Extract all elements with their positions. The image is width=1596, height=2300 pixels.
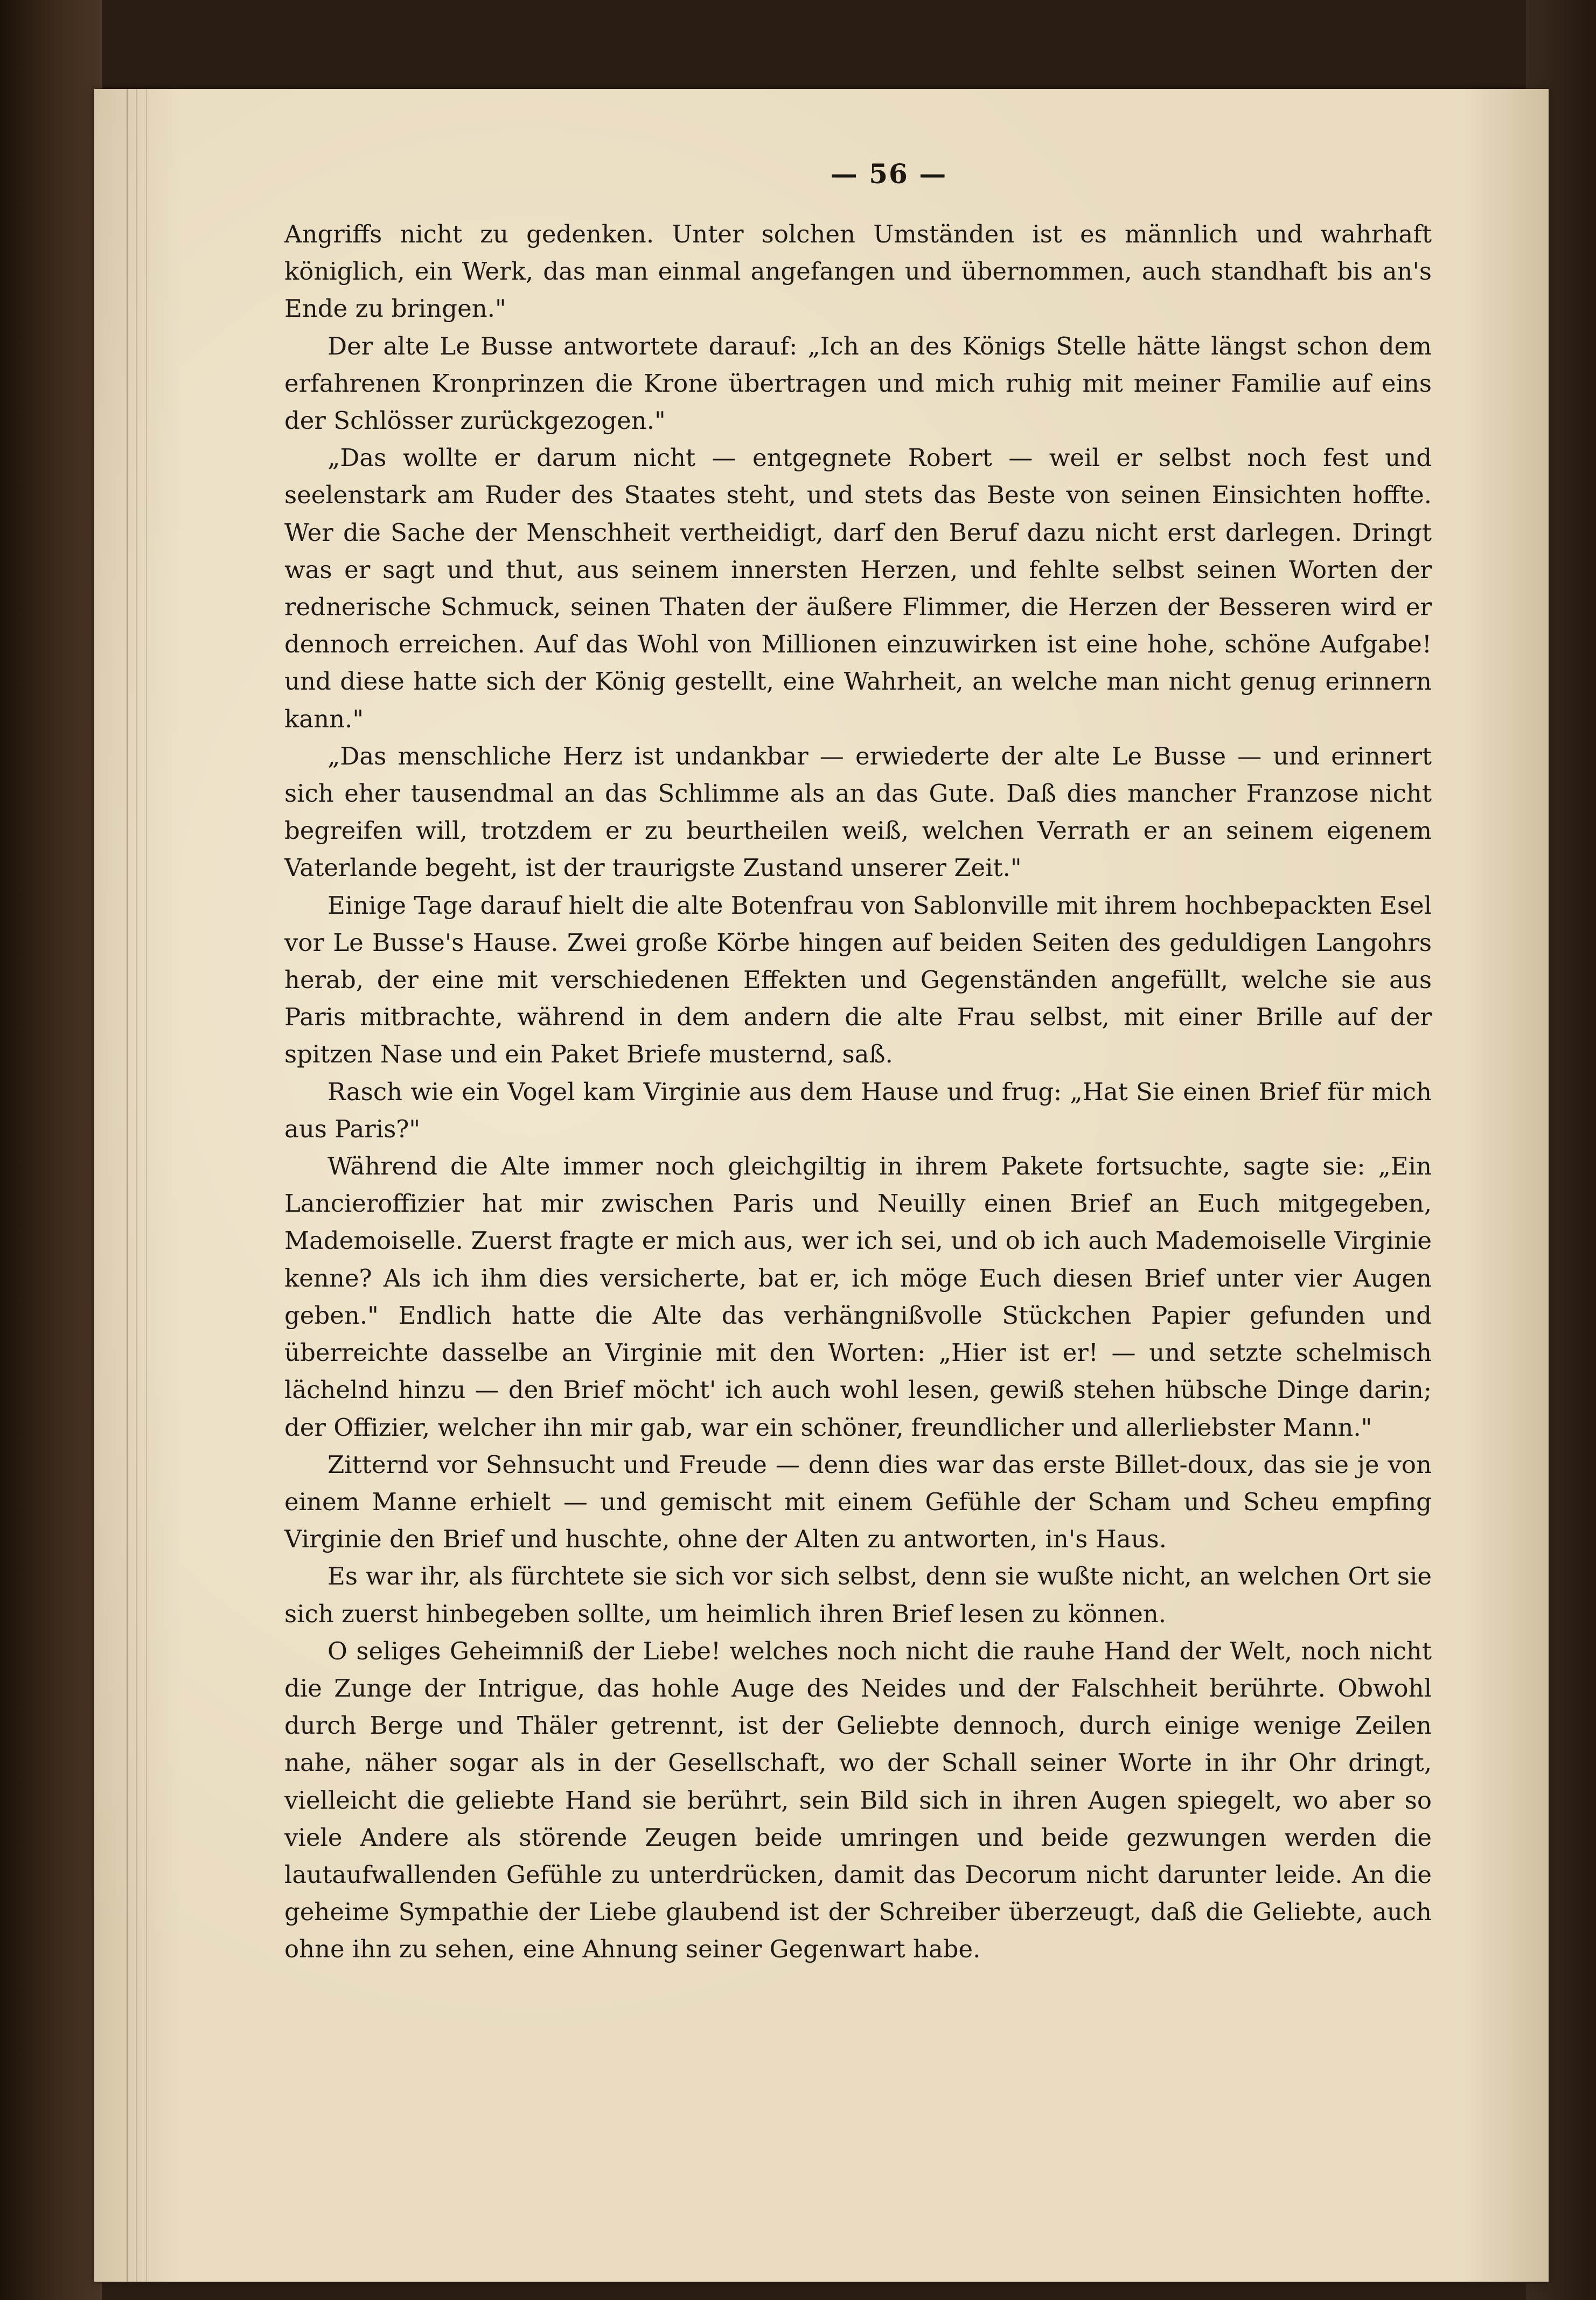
paragraph: Zitternd vor Sehnsucht und Freude — denn dies war das erste Billet-doux, das sie je von einem Manne erhielt — und gemischt mit einem Gefühle der Scham und Scheu empfing Virginie den Brief und huschte, ohne der Alten zu antworten, in's Haus. <box>284 1450 1432 1554</box>
paragraph: „Das wollte er darum nicht — entgegnete Robert — weil er selbst noch fest und seelenstark am Ruder des Staates steht, und stets das Beste von seinen Einsichten hoffte. Wer die Sache der Menschheit vertheidigt, darf den Beruf dazu nicht erst darlegen. Dringt was er sagt und thut, aus seinem innersten Herzen, und fehlte selbst seinen Worten der rednerische Schmuck, seinen Thaten der äußere Flimmer, die Herzen der Besseren wird er dennoch erreichen. Auf das Wohl von Millionen einzuwirken ist eine hohe, schöne Aufgabe! und diese hatte sich der König gestellt, eine Wahrheit, an welche man nicht genug erinnern kann." <box>284 443 1432 733</box>
book-cover-left-edge <box>0 0 102 2300</box>
body-text <box>284 216 1432 1968</box>
paragraph: Es war ihr, als fürchtete sie sich vor sich selbst, denn sie wußte nicht, an welchen Ort sie sich zuerst hinbegeben sollte, um heimlich ihren Brief lesen zu können. <box>284 1562 1432 1628</box>
paragraph: Der alte Le Busse antwortete darauf: „Ich an des Königs Stelle hätte längst schon dem erfahrenen Kronprinzen die Krone übertragen und mich ruhig mit meiner Familie auf eins der Schlösser zurückgezogen." <box>284 331 1432 435</box>
paragraph: Rasch wie ein Vogel kam Virginie aus dem Hause und frug: „Hat Sie einen Brief für mich aus Paris?" <box>284 1077 1432 1143</box>
page-gutter-line <box>136 89 137 2282</box>
paragraph: O seliges Geheimniß der Liebe! welches noch nicht die rauhe Hand der Welt, noch nicht die Zunge der Intrigue, das hohle Auge des Neides und der Falschheit berührte. Obwohl durch Berge und Thäler getrennt, ist der Geliebte dennoch, durch einige wenige Zeilen nahe, näher sogar als in der Gesellschaft, wo der Schall seiner Worte in ihr Ohr dringt, vielleicht die geliebte Hand sie berührt, sein Bild sich in ihren Augen spiegelt, wo aber so viele Andere als störende Zeugen beide umringen und beide gezwungen werden die lautaufwallenden Gefühle zu unterdrücken, damit das Decorum nicht darunter leide. An die geheime Sympathie der Liebe glaubend ist der Schreiber überzeugt, daß die Geliebte, auch ohne ihn zu sehen, eine Ahnung seiner Gegenwart habe. <box>284 1636 1432 1964</box>
page-gutter-line <box>146 89 147 2282</box>
paragraph: Einige Tage darauf hielt die alte Botenfrau von Sablonville mit ihrem hochbepackten Esel vor Le Busse's Hause. Zwei große Körbe hingen auf beiden Seiten des geduldigen Langohrs herab, der eine mit verschiedenen Effekten und Gegenständen angefüllt, welche sie aus Paris mitbrachte, während in dem andern die alte Frau selbst, mit einer Brille auf der spitzen Nase und ein Paket Briefe musternd, saß. <box>284 891 1432 1069</box>
paragraph: Angriffs nicht zu gedenken. Unter solchen Umständen ist es männlich und wahrhaft königlich, ein Werk, das man einmal angefangen und übernommen, auch standhaft bis an's Ende zu bringen." <box>284 220 1432 323</box>
paragraph: „Das menschliche Herz ist undankbar — erwiederte der alte Le Busse — und erinnert sich eher tausendmal an das Schlimme als an das Gute. Daß dies mancher Franzose nicht begreifen will, trotzdem er zu beurtheilen weiß, welchen Verrath er an seinem eigenem Vaterlande begeht, ist der traurigste Zustand unserer Zeit." <box>284 741 1432 883</box>
page-gutter-line <box>127 89 128 2282</box>
paragraph: Während die Alte immer noch gleichgiltig in ihrem Pakete fortsuchte, sagte sie: „Ein Lancieroffizier hat mir zwischen Paris und Neuilly einen Brief an Euch mitgegeben, Mademoiselle. Zuerst fragte er mich aus, wer ich sei, und ob ich auch Mademoiselle Virginie kenne? Als ich ihm dies versicherte, bat er, ich möge Euch diesen Brief unter vier Augen geben." Endlich hatte die Alte das verhängnißvolle Stückchen Papier gefunden und überreichte dasselbe an Virginie mit den Worten: „Hier ist er! — und setzte schelmisch lächelnd hinzu — den Brief möcht' ich auch wohl lesen, gewiß stehen hübsche Dinge darin; der Offizier, welcher ihn mir gab, war ein schöner, freundlicher und allerliebster Mann." <box>284 1152 1432 1442</box>
page-number: — 56 — <box>830 158 947 190</box>
